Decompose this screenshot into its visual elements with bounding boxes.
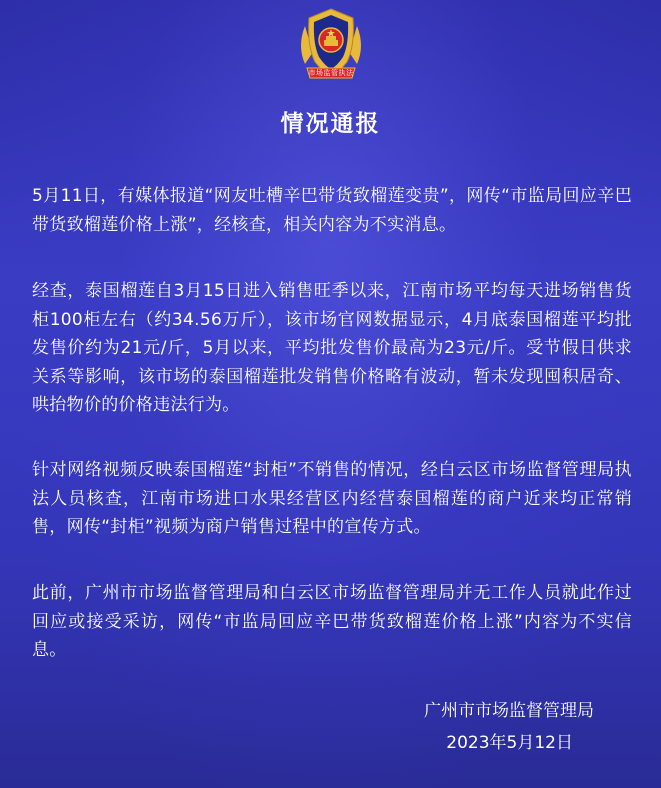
paragraph-2: 经查，泰国榴莲自3月15日进入销售旺季以来，江南市场平均每天进场销售货柜100柜左右（约34.56万斤），该市场官网数据显示，4月底泰国榴莲平均批发售价约为21元/斤，5月以来，平均批发售价最高为23元/斤。受节假日供求关系等影响，该市场的泰国榴莲批发销售价格略有波动，暂未发现囤积居奇、哄抬物价的价格违法行为。 bbox=[32, 281, 632, 415]
emblem-text: 市场监管执法 bbox=[308, 69, 354, 77]
signature-organization: 广州市市场监督管理局 bbox=[424, 701, 594, 721]
paragraph-1: 5月11日，有媒体报道“网友吐槽辛巴带货致榴莲变贵”，网传“市监局回应辛巴带货致榴莲价格上涨”，经核查，相关内容为不实消息。 bbox=[32, 186, 632, 235]
paragraph-4: 此前，广州市市场监督管理局和白云区市场监督管理局并无工作人员就此作过回应或接受采访，网传“市监局回应辛巴带货致榴莲价格上涨”内容为不实信息。 bbox=[32, 583, 632, 660]
signature-date: 2023年5月12日 bbox=[446, 733, 573, 753]
page-title: 情况通报 bbox=[280, 111, 381, 137]
paragraph-3: 针对网络视频反映泰国榴莲“封柜”不销售的情况，经白云区市场监督管理局执法人员核查，江南市场进口水果经营区内经营泰国榴莲的商户近来均正常销售，网传“封柜”视频为商户销售过程中的宣传方式。 bbox=[32, 460, 632, 537]
